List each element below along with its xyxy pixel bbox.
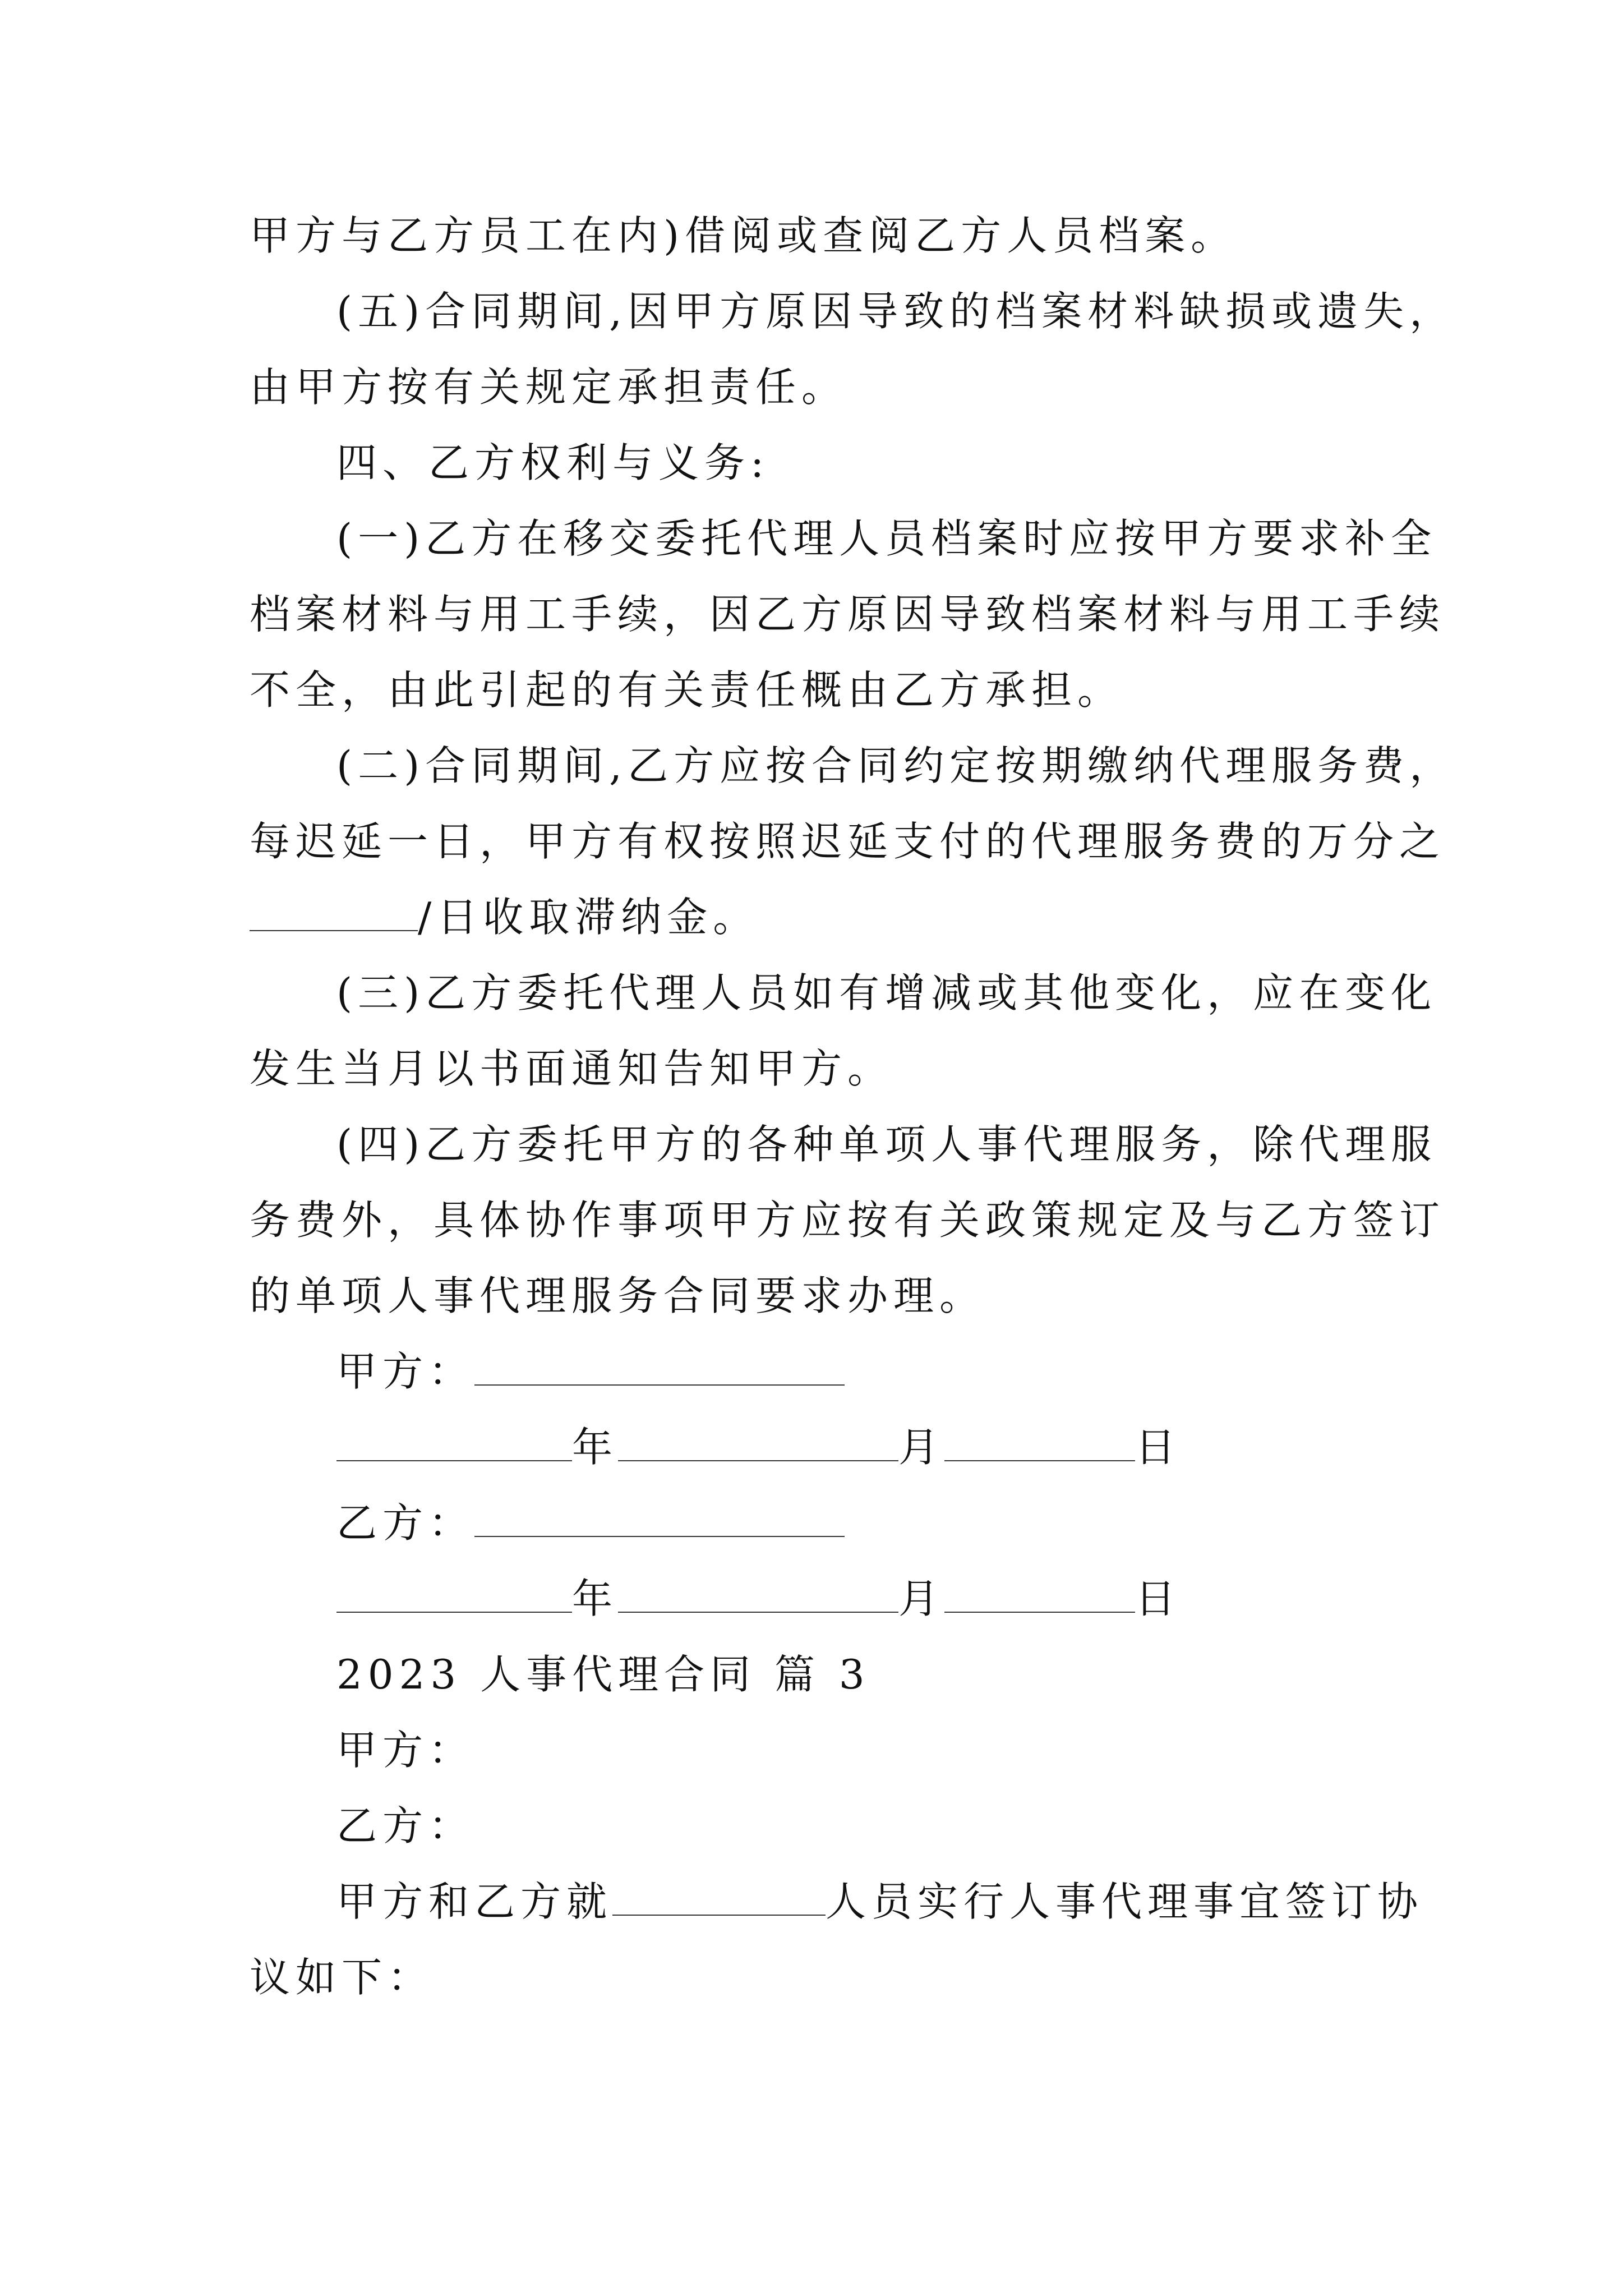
paragraph-line: 务费外，具体协作事项甲方应按有关政策规定及与乙方签订 <box>250 1197 1446 1244</box>
fill-in-blank[interactable] <box>250 895 418 931</box>
day-blank[interactable] <box>944 1425 1135 1461</box>
month-blank[interactable] <box>618 1425 898 1461</box>
agreement-line <box>336 1876 1423 1927</box>
paragraph-line <box>250 892 759 942</box>
paragraph-line: (四)乙方委托甲方的各种单项人事代理服务，除代理服 <box>336 1121 1437 1168</box>
paragraph-line: 档案材料与用工手续，因乙方原因导致档案材料与用工手续 <box>250 591 1446 638</box>
month-label: 月 <box>898 1575 945 1622</box>
year-blank[interactable] <box>336 1425 572 1461</box>
party-b-line: 乙方： <box>336 1802 475 1849</box>
paragraph-line: 发生当月以书面通知告知甲方。 <box>250 1045 894 1092</box>
day-label: 日 <box>1135 1575 1182 1622</box>
party-b-date-line <box>336 1573 1181 1624</box>
section-heading: 四、乙方权利与义务: <box>336 439 770 486</box>
month-label: 月 <box>898 1424 945 1471</box>
party-a-signature-line <box>336 1346 845 1397</box>
paragraph-line: 甲方与乙方员工在内)借阅或查阅乙方人员档案。 <box>250 212 1237 259</box>
party-a-line: 甲方： <box>336 1727 475 1774</box>
day-label: 日 <box>1135 1424 1182 1471</box>
agreement-end-line: 议如下： <box>250 1954 434 2001</box>
paragraph-line: 不全，由此引起的有关责任概由乙方承担。 <box>250 666 1124 714</box>
month-blank[interactable] <box>618 1577 898 1613</box>
year-label: 年 <box>572 1575 619 1622</box>
section-title: 2023 人事代理合同 篇 3 <box>336 1651 870 1698</box>
day-blank[interactable] <box>944 1577 1135 1613</box>
paragraph-line: 每迟延一日，甲方有权按照迟延支付的代理服务费的万分之 <box>250 818 1446 865</box>
party-a-date-line <box>336 1422 1181 1473</box>
agreement-prefix: 甲方和乙方就 <box>336 1878 613 1925</box>
year-blank[interactable] <box>336 1577 572 1613</box>
paragraph-line: 的单项人事代理服务合同要求办理。 <box>250 1272 986 1319</box>
paragraph-line: (一)乙方在移交委托代理人员档案时应按甲方要求补全 <box>336 515 1437 562</box>
party-a-label: 甲方： <box>336 1348 475 1395</box>
personnel-blank[interactable] <box>612 1880 826 1916</box>
year-label: 年 <box>572 1424 619 1471</box>
party-b-signature-blank[interactable] <box>474 1501 845 1537</box>
paragraph-line: (五)合同期间,因甲方原因导致的档案材料缺损或遗失， <box>336 288 1456 335</box>
paragraph-line: 由甲方按有关规定承担责任。 <box>250 364 848 411</box>
party-b-label: 乙方： <box>336 1499 475 1547</box>
late-fee-text: /日收取滞纳金。 <box>418 894 759 941</box>
party-b-signature-line <box>336 1498 845 1548</box>
party-a-signature-blank[interactable] <box>474 1350 845 1386</box>
paragraph-line: (三)乙方委托代理人员如有增减或其他变化，应在变化 <box>336 969 1437 1016</box>
paragraph-line: (二)合同期间,乙方应按合同约定按期缴纳代理服务费， <box>336 742 1456 789</box>
agreement-suffix: 人员实行人事代理事宜签订协 <box>826 1878 1424 1925</box>
